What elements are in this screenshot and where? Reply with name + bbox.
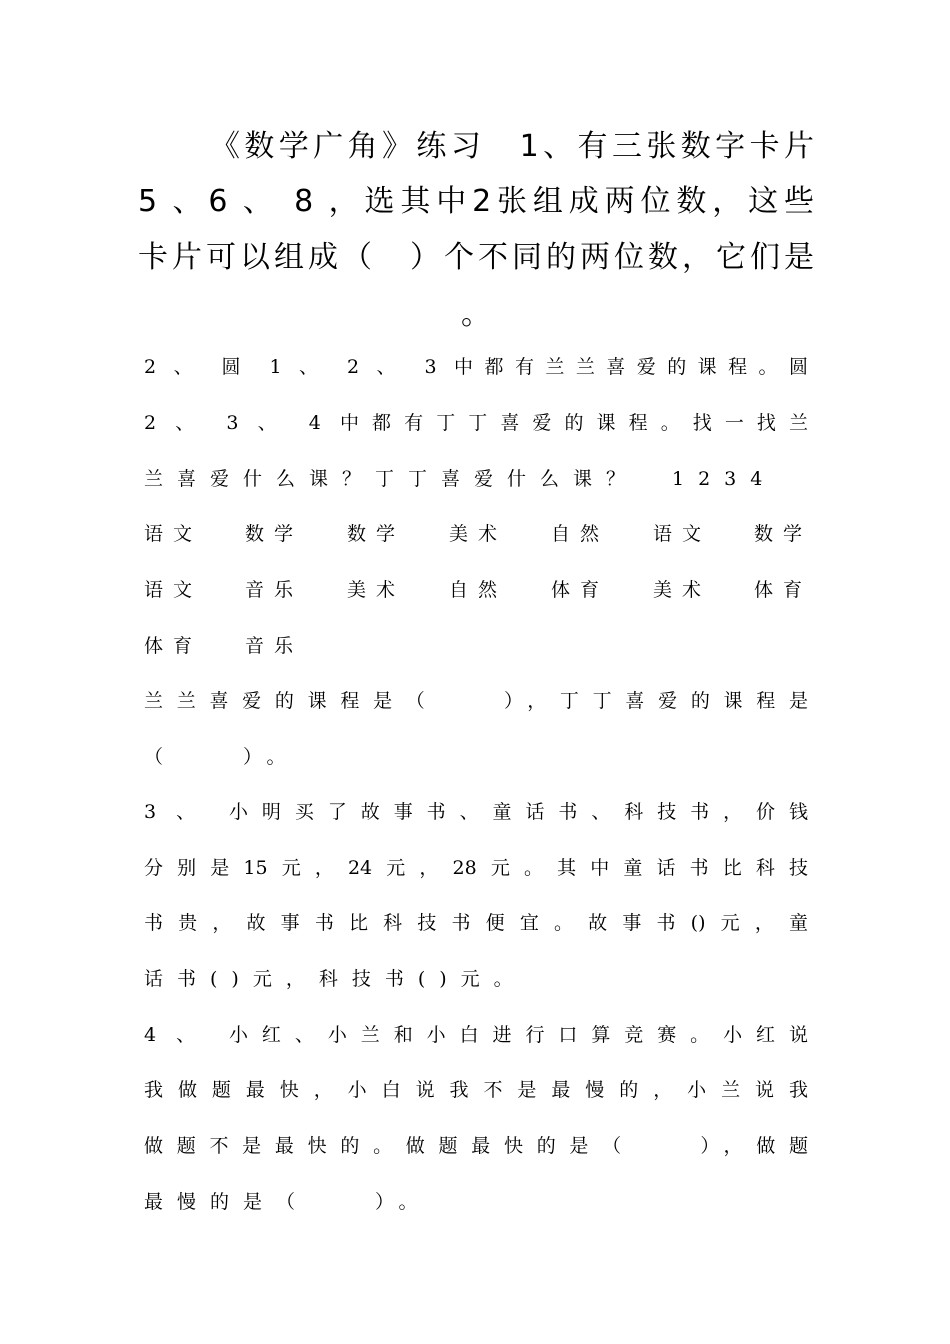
q4-line-3: 做题不是最快的。做题最快的是（ ），做题 [144,1135,808,1157]
q2-line-1: 2 、 圆 1 、 2 、 3 中都有兰兰喜爱的课程。圆 [144,356,808,378]
q4-line-1: 4 、 小红、小兰和小白进行口算竞赛。小红说 [144,1024,808,1046]
course-row-1 [144,520,824,548]
course-cell: 体育 [551,579,610,601]
title-line-2: 5 、6 、 8 ，选其中2张组成两位数，这些 [138,184,814,219]
course-cell: 音乐 [245,635,304,657]
q3-line-4: 话书()元，科技书()元。 [144,968,527,990]
course-row-3 [144,632,824,660]
title-line-3: 卡片可以组成（ ）个不同的两位数，它们是 [138,240,814,275]
course-row-2 [144,576,824,604]
q4-line-2: 我做题最快，小白说我不是最慢的，小兰说我 [144,1079,808,1101]
q4-line-4: 最慢的是（ ）。 [144,1191,432,1213]
course-cell: 自然 [551,523,610,545]
course-cell: 音乐 [245,579,304,601]
course-cell: 语文 [144,523,203,545]
q3-line-1: 3 、 小明买了故事书、童话书、科技书，价钱 [144,801,808,823]
q2-answer-line-2: （ ）。 [144,746,300,768]
q2-answer-line-1: 兰兰喜爱的课程是（ ），丁丁喜爱的课程是 [144,690,808,712]
course-cell: 自然 [449,579,508,601]
course-cell: 数学 [245,523,304,545]
course-cell: 数学 [347,523,406,545]
course-cell: 体育 [144,635,203,657]
q3-line-3: 书贵，故事书比科技书便宜。故事书()元，童 [144,912,808,934]
q2-line-2: 2 、 3 、 4 中都有丁丁喜爱的课程。找一找兰 [144,412,808,434]
title-line-4: 。 [461,297,491,332]
course-cell: 美术 [653,579,712,601]
course-cell: 美术 [449,523,508,545]
course-cell: 数学 [754,523,813,545]
course-cell: 语文 [144,579,203,601]
course-cell: 美术 [347,579,406,601]
course-cell: 体育 [754,579,813,601]
q2-line-3: 兰喜爱什么课？丁丁喜爱什么课？ 1234 [144,468,777,490]
q3-line-2: 分别是15元，24元，28元。其中童话书比科技 [144,857,808,879]
course-cell: 语文 [653,523,712,545]
title-line-1: 《数学广角》练习 1、有三张数字卡片 [210,129,814,164]
